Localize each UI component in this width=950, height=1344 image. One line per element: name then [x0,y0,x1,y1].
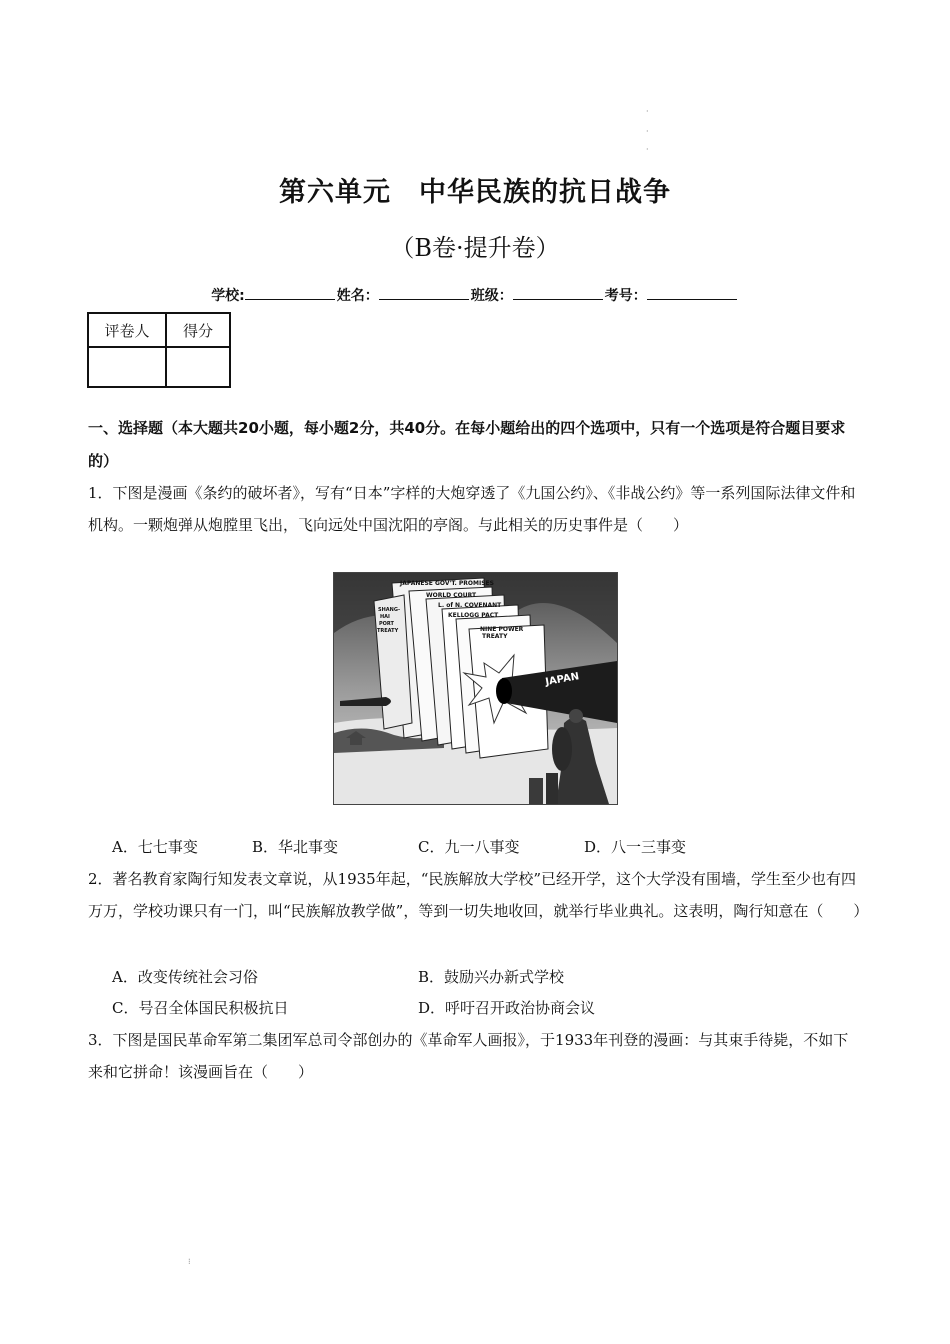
option-d[interactable]: D．呼吁召开政治协商会议 [418,999,596,1017]
class-blank[interactable] [513,287,603,300]
question-2 [88,863,869,927]
class-label: 班级： [470,288,513,304]
label-league-covenant: L. of N. COVENANT [438,602,502,609]
label-world-court: WORLD COURT [426,592,477,599]
page-title: 第六单元 中华民族的抗日战争 [279,177,671,208]
name-blank[interactable] [379,287,469,300]
label-japan-cannon: JAPAN [544,671,580,688]
margin-mark: · [646,145,649,154]
margin-mark: ⁝ [188,1257,191,1266]
option-b[interactable]: B．鼓励兴办新式学校 [418,968,565,986]
exam-no-blank[interactable] [647,287,737,300]
label-shanghai-1: SHANG- [378,607,401,613]
option-c[interactable]: C．号召全体国民积极抗日 [112,999,289,1017]
school-label: 学校: [211,288,245,304]
student-info-line [0,285,950,305]
question-1-options [0,832,950,862]
option-a[interactable]: A．改变传统社会习俗 [112,968,258,986]
question-stem: 著名教育家陶行知发表文章说，从1935年起，“民族解放大学校”已经开学，这个大学没有围墙，学生至少也有四万万，学校功课只有一门，叫“民族解放教学做”，等到一切失地收回，就举行毕业典礼。这表明，陶行知意在（ ） [88,870,869,920]
score-table [87,312,231,388]
option-d[interactable]: D．八一三事变 [584,838,687,856]
question-stem: 下图是国民革命军第二集团军总司令部创办的《革命军人画报》，于1933年刊登的漫画：与其束手待毙，不如下来和它拼命！该漫画旨在（ ） [88,1031,849,1081]
label-nine-power: NINE POWER [480,626,524,633]
question-number: 2． [88,870,113,888]
label-shanghai-2: HAI [380,614,390,620]
label-japanese-promises: JAPANESE GOV'T. PROMISES [400,580,494,587]
grader-header: 评卷人 [88,313,166,347]
question-3 [88,1024,863,1088]
page-subtitle: （B卷·提升卷） [390,234,560,262]
label-shanghai-4: TREATY [377,628,399,634]
question-stem: 下图是漫画《条约的破坏者》，写有“日本”字样的大炮穿透了《九国公约》、《非战公约》等一系列国际法律文件和机构。一颗炮弹从炮膛里飞出，飞向远处中国沈阳的亭阁。与此相关的历史事件是（ ） [88,484,856,534]
question-number: 1． [88,484,113,502]
exam-no-label: 考号： [604,288,647,304]
margin-mark: · [646,127,649,136]
question-1 [88,477,863,541]
cartoon-drawing [334,573,617,804]
score-header: 得分 [166,313,230,347]
option-a[interactable]: A．七七事变 [112,838,198,856]
option-c[interactable]: C．九一八事变 [418,838,520,856]
score-cell[interactable] [166,347,230,387]
grader-cell[interactable] [88,347,166,387]
question-number: 3． [88,1031,113,1049]
label-shanghai-3: PORT [379,621,394,627]
question-2-options-row-2 [0,993,950,1023]
label-treaty: TREATY [482,633,508,640]
margin-mark: · [646,107,649,116]
question-2-options-row-1 [0,962,950,992]
treaty-breaker-cartoon [333,572,618,805]
section-heading: 一、选择题（本大题共20小题，每小题2分，共40分。在每小题给出的四个选项中，只有一个选项是符合题目要求的） [88,419,846,470]
school-blank[interactable] [245,287,335,300]
name-label: 姓名： [336,288,379,304]
label-kellogg-pact: KELLOGG PACT [448,612,499,619]
option-b[interactable]: B．华北事变 [252,838,339,856]
